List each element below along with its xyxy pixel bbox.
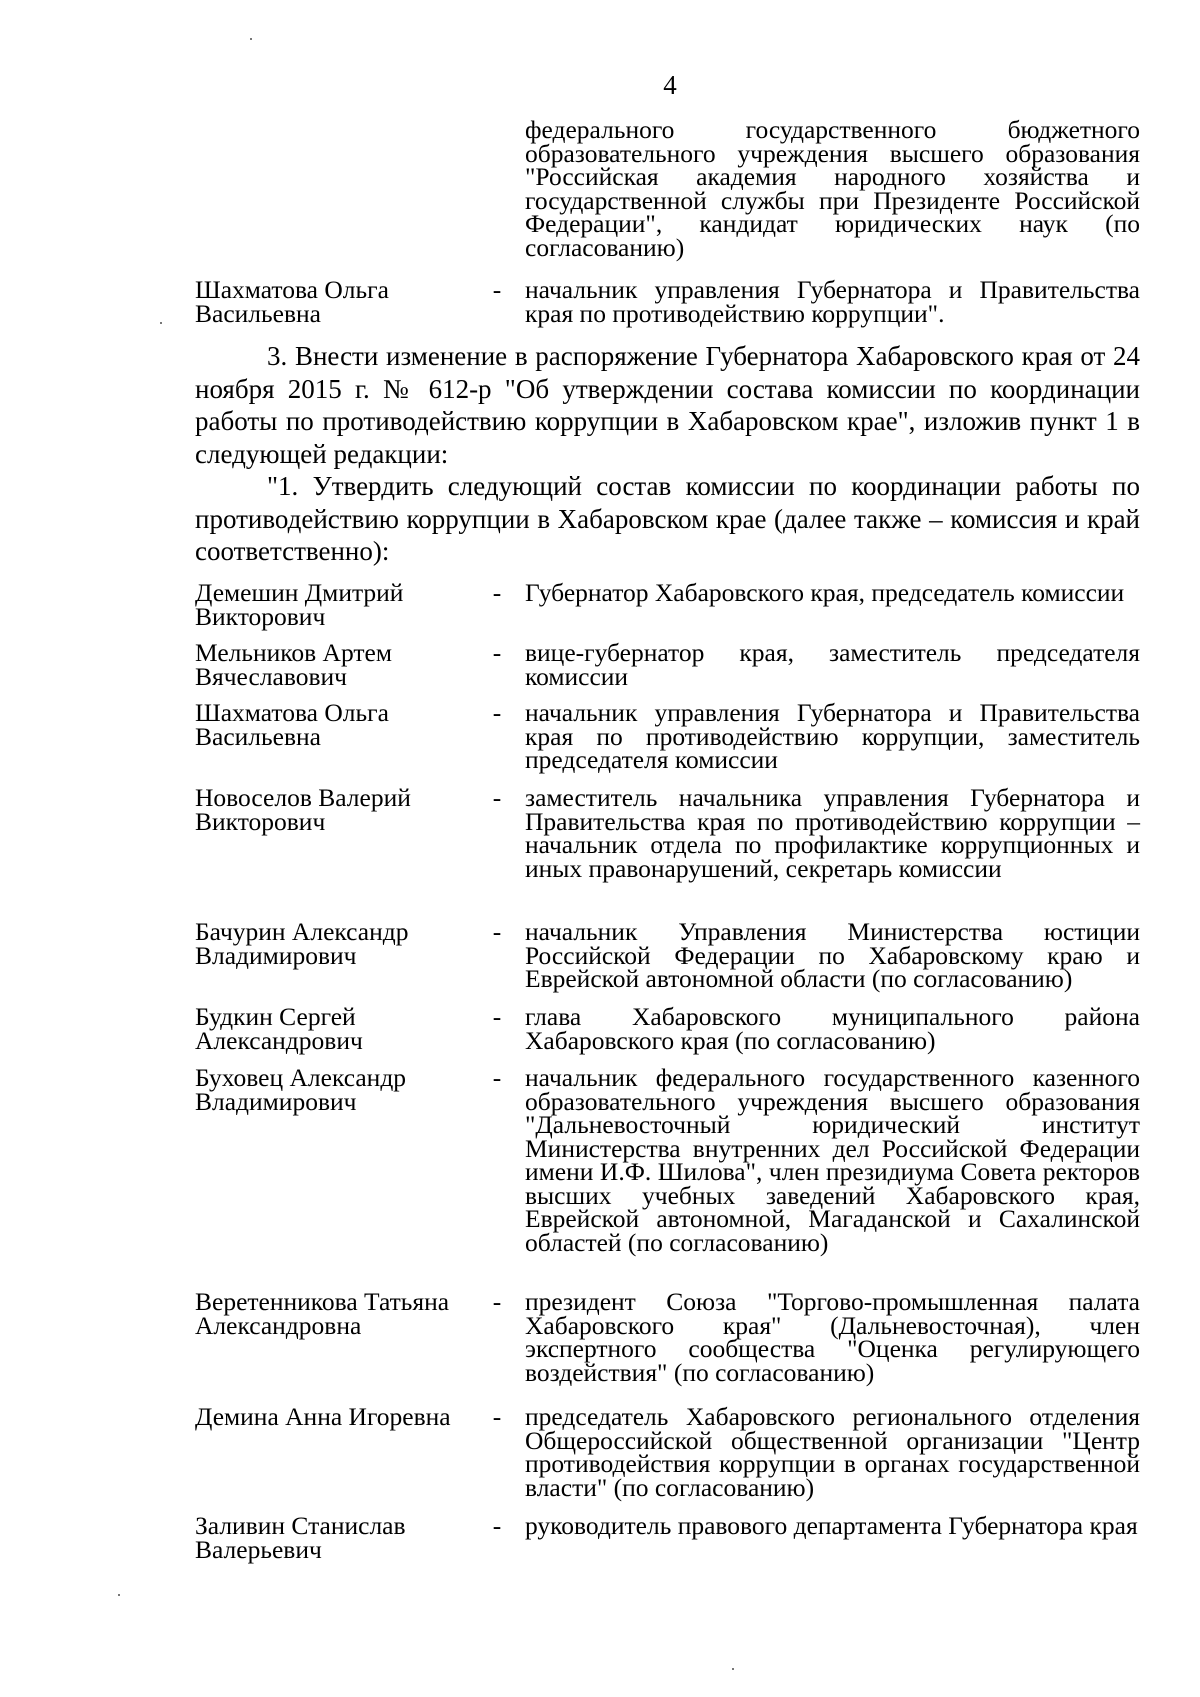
member-name: Демина Анна Игоревна	[195, 1402, 451, 1431]
page-number: 4	[663, 70, 677, 100]
member-dash: -	[492, 917, 502, 946]
member-dash: -	[492, 1402, 502, 1431]
member-name: Шахматова Ольга Васильевна	[195, 698, 389, 751]
member-name: Бачурин Александр Владимирович	[195, 917, 409, 970]
scan-speck	[118, 1594, 120, 1596]
member-name: Буховец Александр Владимирович	[195, 1063, 407, 1116]
member-description: Губернатор Хабаровского края, председатель комиссии	[525, 578, 1125, 607]
member-description: вице-губернатор края, заместитель председателя комиссии	[525, 638, 1140, 691]
member-name: Демешин Дмитрий Викторович	[195, 578, 404, 631]
member-dash: -	[492, 1511, 502, 1540]
continuation-description: федерального государственного бюджетного образовательного учреждения высшего образования "Российская академия народного хозяйства и государственной службы при Президенте Российской Федерации", кандидат юридических наук (по согласованию)	[525, 115, 1140, 262]
member-name: Веретенникова Татьяна Александровна	[195, 1287, 450, 1340]
member-dash: -	[492, 1063, 502, 1092]
scan-speck	[160, 322, 162, 324]
member-dash: -	[492, 638, 502, 667]
member-name: Мельников Артем Вячеславович	[195, 638, 392, 691]
member-name: Заливин Станислав Валерьевич	[195, 1511, 406, 1564]
member-dash: -	[492, 1002, 502, 1031]
scan-speck	[250, 38, 252, 40]
member-description: начальник управления Губернатора и Правительства края по противодействию коррупции".	[525, 275, 1140, 328]
member-dash: -	[492, 783, 502, 812]
member-description: глава Хабаровского муниципального района Хабаровского края (по согласованию)	[525, 1002, 1140, 1055]
member-dash: -	[492, 275, 502, 304]
member-description: председатель Хабаровского регионального отделения Общероссийской общественной организации "Центр противодействия коррупции в органах государственной власти" (по согласованию)	[525, 1402, 1140, 1502]
member-description: начальник Управления Министерства юстиции Российской Федерации по Хабаровскому краю и Еврейской автономной области (по согласованию)	[525, 917, 1140, 993]
paragraph-3: 3. Внести изменение в распоряжение Губернатора Хабаровского края от 24 ноября 2015 г. № 612-р "Об утверждении состава комиссии по координации работы по противодействию коррупции в Хабаровском крае", изложив пункт 1 в следующей редакции:	[195, 341, 1140, 469]
scan-speck	[732, 1668, 734, 1670]
member-description: начальник федерального государственного казенного образовательного учреждения высшего образования "Дальневосточный юридический институт Министерства внутренних дел Российской Федерации имени И.Ф. Шилова", член президиума Совета ректоров высших учебных заведений Хабаровского края, Еврейской автономной, Магаданской и Сахалинской областей (по согласованию)	[525, 1063, 1140, 1257]
member-name: Будкин Сергей Александрович	[195, 1002, 363, 1055]
member-description: начальник управления Губернатора и Правительства края по противодействию коррупции, заместитель председателя комиссии	[525, 698, 1140, 774]
member-dash: -	[492, 578, 502, 607]
paragraph-1: "1. Утвердить следующий состав комиссии по координации работы по противодействию коррупции в Хабаровском крае (далее также – комиссия и край соответственно):	[195, 471, 1140, 566]
member-description: руководитель правового департамента Губернатора края	[525, 1511, 1138, 1540]
member-name: Новоселов Валерий Викторович	[195, 783, 411, 836]
member-dash: -	[492, 1287, 502, 1316]
member-dash: -	[492, 698, 502, 727]
member-name: Шахматова Ольга Васильевна	[195, 275, 389, 328]
member-description: заместитель начальника управления Губернатора и Правительства края по противодействию коррупции – начальник отдела по профилактике коррупционных и иных правонарушений, секретарь комиссии	[525, 783, 1140, 883]
member-description: президент Союза "Торгово-промышленная палата Хабаровского края" (Дальневосточная), член экспертного сообщества "Оценка регулирующего воздействия" (по согласованию)	[525, 1287, 1140, 1387]
